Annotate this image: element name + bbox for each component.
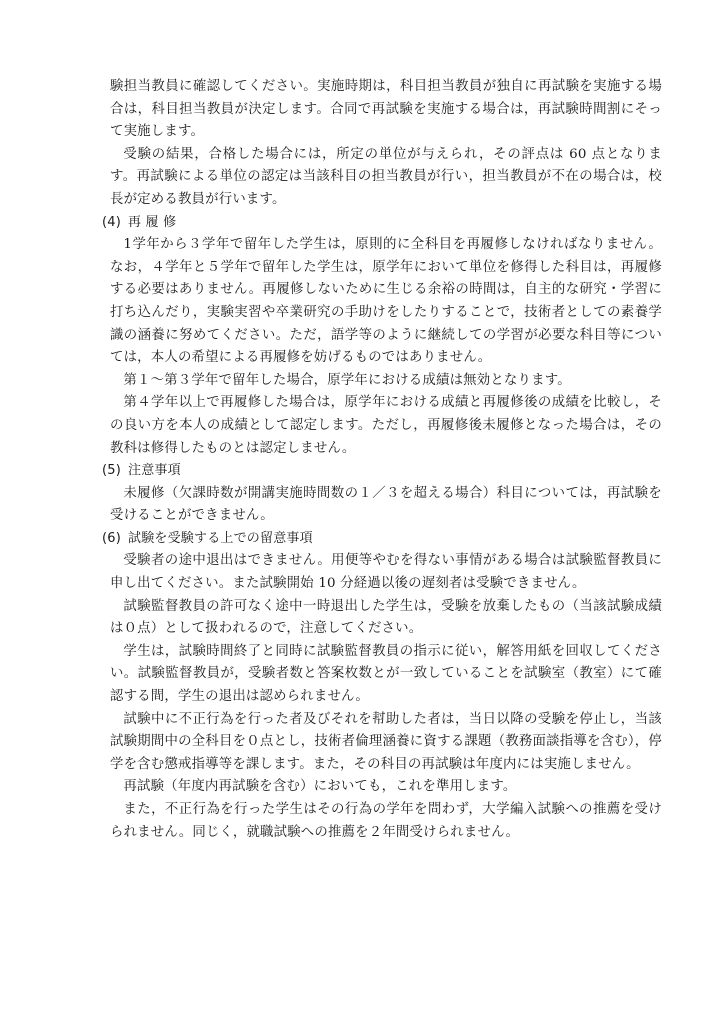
- section-number: (5): [102, 463, 122, 479]
- paragraph-unattended-courses: 未履修（欠課時数が開講実施時間数の１／３を超える場合）科目については，再試験を受けることができません。: [110, 485, 662, 524]
- paragraph-retest-schedule: 験担当教員に確認してください。実施時期は，科目担当教員が独自に再試験を実施する場合は，科目担当教員が決定します。合同で再試験を実施する場合は，再試験時間割にそって実施します。: [110, 79, 662, 140]
- section-heading-5: [102, 460, 654, 483]
- paragraph-grades-void: 第１～第３学年で留年した場合，原学年における成績は無効となります。: [123, 372, 571, 388]
- paragraph-retest-result: 受験の結果，合格した場合には，所定の単位が与えられ，その評点は 60 点となります。再試験による単位の認定は当該科目の担当教員が行い，担当教員が不在の場合は，校長が定める教員が行います。: [110, 146, 662, 207]
- section-number: (6): [102, 530, 122, 546]
- paragraph-recommendation-ban: また，不正行為を行った学生はその行為の学年を問わず，大学編入試験への推薦を受けられません。同じく，就職試験への推薦を２年間受けられません。: [110, 802, 662, 840]
- paragraph-answer-collection: 学生は，試験時間終了と同時に試験監督教員の指示に従い，解答用紙を回収してください。試験監督教員が，受験者数と答案枚数とが一致していることを試験室（教室）にて確認する間，学生の退出は認められません。: [110, 643, 662, 705]
- paragraph-unauthorized-exit: 試験監督教員の許可なく途中一時退出した学生は，受験を放棄したもの（当該試験成績は０点）として扱われるので，注意してください。: [110, 598, 662, 637]
- paragraph-misconduct: 試験中に不正行為を行った者及びそれを幇助した者は，当日以降の受験を停止し，当該試験期間中の全科目を０点とし，技術者倫理涵養に資する課題（教務面談指導を含む），停学を含む懲戒指導等を課します。また，その科目の再試験は年度内には実施しません。: [110, 711, 662, 772]
- section-title: 再 履 修: [128, 214, 177, 230]
- section-number: (4): [102, 214, 122, 230]
- paragraph-retest-applies: 再試験（年度内再試験を含む）においても，これを準用します。: [123, 779, 517, 795]
- section-title: 注意事項: [128, 463, 181, 479]
- section-heading-6: [102, 528, 654, 551]
- section-title: 試験を受験する上での留意事項: [128, 530, 313, 546]
- paragraph-grade-comparison: 第４学年以上で再履修した場合は，原学年における成績と再履修後の成績を比較し，その良い方を本人の成績として認定します。ただし，再履修後未履修となった場合は，その教科は修得したものとは認定しません。: [110, 395, 662, 456]
- paragraph-reenrollment: 1学年から３学年で留年した学生は，原則的に全科目を再履修しなければなりません。なお，４学年と５学年で留年した学生は，原学年において単位を修得した科目は，再履修する必要はありません。再履修しないために生じる余裕の時間は，自主的な研究・学習に打ち込んだり，実験実習や卒業研究の手助けをしたりすることで，技術者としての素養学識の涵養に努めてください。ただ，語学等のように継続しての学習が必要な科目等については，本人の希望による再履修を妨げるものではありません。: [110, 237, 662, 366]
- document-page: [102, 76, 662, 844]
- paragraph-no-early-exit: 受験者の途中退出はできません。用便等やむを得ない事情がある場合は試験監督教員に申し出てください。また試験開始 10 分経過以後の遅刻者は受験できません。: [110, 553, 662, 592]
- section-heading-4: [102, 212, 654, 235]
